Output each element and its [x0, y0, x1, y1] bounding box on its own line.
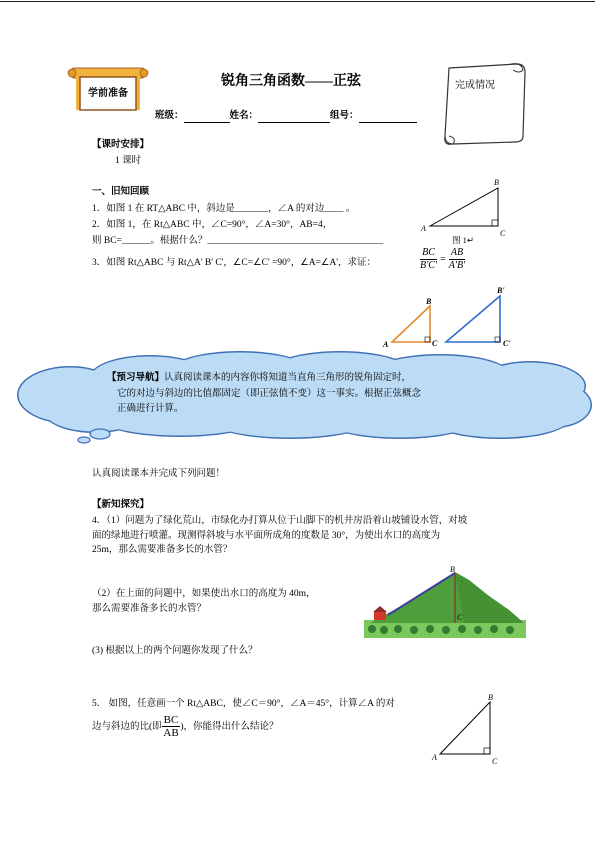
figure1-triangle	[418, 176, 518, 238]
triangle-abc-45	[440, 702, 490, 754]
formula-left-fraction	[420, 247, 437, 272]
banner-sign	[68, 64, 148, 114]
status-scroll	[437, 58, 529, 148]
q4-part1-line1: 4．（1）问题为了绿化荒山，市绿化办打算从位于山脚下的机井房沿着山坡铺设水管，对坡	[92, 516, 468, 526]
q5-line1: 5． 如图，任意画一个 Rt△ABC，使∠C＝90°，∠A＝45°，计算∠A 的对	[92, 699, 395, 709]
tree-icon	[442, 626, 450, 634]
orange-label-c: C	[432, 339, 438, 348]
preview-guide-line1-text: 认真阅读课本的内容你将知道当直角三角形的锐角固定时，	[164, 373, 412, 383]
preview-guide-line3: 正确进行计算。	[117, 404, 184, 414]
house-icon	[374, 612, 386, 620]
label-c: C	[500, 229, 506, 238]
explore-heading: 【新知探究】	[92, 500, 150, 510]
preview-guide-line1	[107, 372, 411, 384]
status-label: 完成情况	[455, 80, 495, 91]
name-blank	[258, 112, 330, 123]
tree-icon	[410, 626, 418, 634]
label-b: B	[488, 693, 493, 702]
cloud-bubble-small	[78, 437, 90, 443]
banner-label: 学前准备	[88, 88, 128, 99]
name-label: 姓名：	[229, 111, 259, 121]
q5-line2-before: 边与斜边的比(即	[92, 722, 162, 732]
class-blank	[184, 112, 230, 123]
orange-triangle	[392, 306, 430, 342]
orange-label-b: B	[426, 297, 432, 306]
banner-roll-end-left	[68, 69, 76, 77]
tree-icon	[490, 625, 498, 633]
formula-right-fraction	[449, 247, 466, 272]
label-a: A	[432, 753, 437, 762]
q4-part2-line2: 那么需要准备多长的水管？	[92, 604, 207, 614]
figure5-triangle	[428, 692, 508, 766]
review-q2-line2: 则 BC=______。根据什么？_____________________________________	[92, 236, 384, 246]
q4-part2-line1: （2）在上面的问题中，如果使出水口的高度为 40m，	[92, 589, 316, 599]
review-heading: 一、旧知回顾	[92, 187, 150, 197]
q5-line2	[92, 713, 279, 741]
tree-icon	[426, 625, 434, 633]
right-angle-mark	[484, 748, 490, 754]
tree-icon	[394, 625, 402, 633]
figure1-caption: 图 1↵	[452, 235, 474, 245]
group-label: 组号：	[330, 111, 359, 121]
mountain-label-c: C	[457, 613, 463, 622]
label-a: A	[421, 224, 426, 233]
formula-right-numerator: AB	[449, 247, 466, 260]
figure3-triangles	[380, 284, 520, 352]
right-angle-mark	[492, 220, 498, 226]
top-rule	[0, 1, 595, 2]
triangle-abc	[430, 188, 498, 226]
q5-line2-after: )，你能得出什么结论？	[180, 722, 279, 732]
mountain-shade	[455, 572, 524, 623]
info-line	[155, 110, 417, 123]
banner-roll-end-right	[140, 69, 148, 77]
blue-triangle	[446, 296, 500, 342]
tree-icon	[506, 626, 514, 634]
cloud-bubble-large	[90, 429, 110, 439]
q5-fraction-numerator: BC	[163, 714, 179, 727]
schedule-heading: 【课时安排】	[92, 140, 150, 150]
mountain-figure	[364, 566, 526, 638]
preview-guide-heading: 【预习导航】	[107, 373, 165, 383]
q4-part1-line2: 面的绿地进行喷灌。现测得斜坡与水平面所成角的度数是 30°，为使出水口的高度为	[92, 531, 441, 541]
formula-left-numerator: BC	[420, 247, 437, 260]
review-q2-line1: 2．如图 1，在 Rt△ABC 中，∠C=90°，∠A=30°，AB=4，	[92, 220, 333, 230]
tree-icon	[474, 626, 482, 634]
class-label: 班级：	[155, 111, 184, 121]
orange-label-a: A	[383, 340, 389, 349]
mountain-label-b: B	[450, 565, 455, 574]
formula-left-denominator: B'C'	[420, 260, 438, 271]
q5-fraction	[162, 714, 181, 739]
formula-equals: =	[440, 254, 446, 265]
blue-label-b: B'	[497, 286, 505, 295]
group-blank	[359, 112, 417, 123]
formula-right-denominator: A'B'	[448, 260, 466, 271]
tree-icon	[368, 625, 376, 633]
q5-fraction-denominator: AB	[163, 727, 179, 740]
review-q1: 1．如图 1 在 RT△ABC 中，斜边是_______，∠A 的对边____ 。	[92, 204, 356, 214]
instruction-text: 认真阅读课本并完成下列问题！	[92, 469, 226, 479]
review-q3: 3．如图 Rt△ABC 与 Rt△A' B' C'，∠C=∠C' =90°，∠A=∠A'，求证：	[92, 258, 377, 268]
preview-guide-line2: 它的对边与斜边的比值都固定（即正弦值不变）这一事实。根据正弦概念	[117, 389, 422, 399]
q3-formula	[420, 247, 465, 272]
schedule-value: 1 课时	[115, 156, 142, 166]
q4-part1-line3: 25m，那么需要准备多长的水管？	[92, 545, 233, 555]
blue-label-c: C'	[503, 339, 511, 348]
q4-part3: (3) 根据以上的两个问题你发现了什么？	[92, 646, 258, 656]
tree-icon	[380, 626, 388, 634]
label-c: C	[492, 757, 498, 766]
house-roof	[373, 606, 387, 612]
label-b: B	[494, 178, 499, 187]
tree-icon	[458, 625, 466, 633]
scroll-paper	[445, 64, 525, 144]
page-title: 锐角三角函数——正弦	[221, 74, 361, 89]
